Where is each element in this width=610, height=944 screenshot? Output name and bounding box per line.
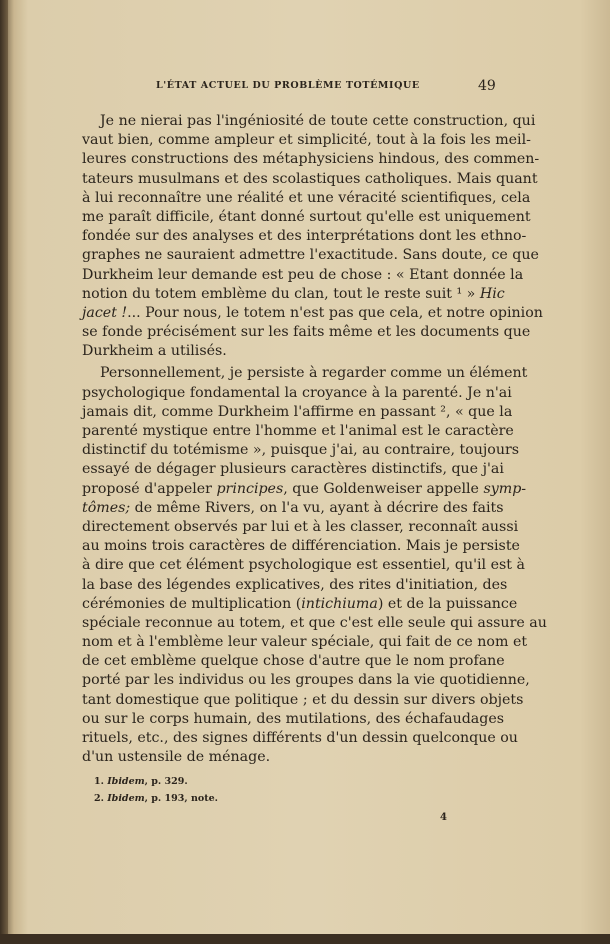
- text-line: [82, 304, 543, 323]
- text-segment: psychologique fondamental la croyance à la parenté. Je n'ai: [82, 384, 512, 401]
- text-line: [82, 323, 531, 342]
- text-line: [82, 576, 508, 595]
- text-line: [82, 441, 520, 460]
- text-segment: tant domestique que politique ; et du dessin sur divers objets: [82, 691, 524, 708]
- text-segment: , que Goldenweiser appelle: [283, 480, 484, 497]
- text-line: [82, 266, 524, 285]
- page-number: 49: [478, 78, 496, 94]
- text-segment: la base des légendes explicatives, des rites d'initiation, des: [82, 576, 508, 593]
- italic-text: symp-: [483, 480, 527, 497]
- footnote-number: 1.: [94, 776, 108, 787]
- text-line: [82, 729, 518, 748]
- paragraph: [82, 364, 547, 767]
- signature-mark: 4: [440, 812, 447, 823]
- text-line: [82, 189, 531, 208]
- paragraph: [82, 112, 543, 361]
- text-line: [82, 246, 539, 265]
- text-line: [82, 150, 540, 169]
- italic-text: Hic: [479, 285, 505, 302]
- text-line: [82, 652, 505, 671]
- text-segment: Je ne nierai pas l'ingéniosité de toute cette construction, qui: [100, 113, 536, 129]
- text-segment: notion du totem emblème du clan, tout le reste suit ¹ »: [82, 285, 480, 302]
- text-line: [82, 710, 505, 729]
- text-line: [82, 403, 513, 422]
- text-line: [82, 480, 527, 499]
- text-line: [82, 227, 527, 246]
- text-line: [82, 285, 505, 304]
- italic-text: tômes;: [82, 499, 131, 516]
- text-line: [82, 671, 530, 690]
- text-segment: spéciale reconnue au totem, et que c'est elle seule qui assure au: [82, 614, 547, 631]
- text-line: [82, 131, 531, 150]
- text-segment: directement observés par lui et à les classer, reconnaît aussi: [82, 518, 519, 535]
- text-segment: porté par les individus ou les groupes dans la vie quotidienne,: [82, 672, 530, 689]
- text-segment: d'un ustensile de ménage.: [82, 749, 271, 766]
- footnote-text: , p. 193, note.: [144, 793, 218, 804]
- text-segment: distinctif du totémisme », puisque j'ai, au contraire, toujours: [82, 442, 520, 459]
- text-line: [82, 614, 547, 633]
- text-segment: vaut bien, comme ampleur et simplicité, tout à la fois les meil-: [82, 132, 531, 149]
- text-segment: ou sur le corps humain, des mutilations, des échafaudages: [82, 710, 505, 727]
- text-line: [82, 518, 519, 537]
- running-title: L'ÉTAT ACTUEL DU PROBLÈME TOTÉMIQUE: [156, 80, 420, 91]
- text-segment: ) et de la puissance: [377, 595, 518, 612]
- text-segment: fondée sur des analyses et des interprétations dont les ethno-: [82, 228, 527, 245]
- italic-text: jacet !: [82, 304, 128, 321]
- text-line: [82, 364, 528, 383]
- text-segment: de même Rivers, on l'a vu, ayant à décrire des faits: [130, 499, 504, 516]
- text-line: [82, 556, 525, 575]
- text-segment: essayé de dégager plusieurs caractères distinctifs, que j'ai: [82, 461, 504, 478]
- footnote-2: [94, 793, 218, 804]
- text-line: [82, 342, 484, 361]
- text-segment: à lui reconnaître une réalité et une véracité scientifiques, cela: [82, 189, 531, 206]
- footnote-number: 2.: [94, 793, 108, 804]
- text-segment: jamais dit, comme Durkheim l'affirme en passant ², « que la: [82, 403, 513, 420]
- book-page: [8, 0, 610, 936]
- text-segment: à dire que cet élément psychologique est essentiel, qu'il est à: [82, 557, 525, 574]
- text-segment: leures constructions des métaphysiciens hindous, des commen-: [82, 151, 540, 168]
- text-segment: de cet emblème quelque chose d'autre que le nom profane: [82, 653, 505, 670]
- footnote-1: [94, 776, 188, 787]
- text-line: [82, 384, 512, 403]
- text-segment: proposé d'appeler: [82, 480, 217, 497]
- text-line: [82, 460, 504, 479]
- text-line: [82, 748, 484, 767]
- text-line: [82, 170, 538, 189]
- footnote-ref: Ibidem: [107, 793, 145, 804]
- text-segment: ... Pour nous, le totem n'est pas que cela, et notre opinion: [127, 304, 543, 321]
- text-segment: Durkheim leur demande est peu de chose : « Etant donnée la: [82, 266, 524, 283]
- text-line: [82, 691, 524, 710]
- text-segment: me paraît difficile, étant donné surtout qu'elle est uniquement: [82, 208, 531, 225]
- text-line: [82, 499, 504, 518]
- text-line: [82, 112, 536, 131]
- text-segment: Personnellement, je persiste à regarder comme un élément: [100, 365, 528, 382]
- text-segment: nom et à l'emblème leur valeur spéciale, qui fait de ce nom et: [82, 634, 528, 651]
- text-segment: rituels, etc., des signes différents d'un dessin quelconque ou: [82, 730, 518, 746]
- text-line: [82, 422, 514, 441]
- text-line: [82, 633, 528, 652]
- text-segment: cérémonies de multiplication (: [82, 595, 302, 612]
- text-segment: se fonde précisément sur les faits même et les documents que: [82, 324, 531, 341]
- text-line: [82, 537, 520, 556]
- page-body: [82, 112, 547, 767]
- page-bottom-edge: [0, 934, 610, 944]
- footnote-ref: Ibidem: [107, 776, 145, 787]
- text-segment: tateurs musulmans et des scolastiques catholiques. Mais quant: [82, 170, 538, 187]
- text-segment: graphes ne sauraient admettre l'exactitude. Sans doute, ce que: [82, 247, 539, 264]
- text-line: [82, 208, 531, 227]
- italic-text: principes: [216, 480, 284, 497]
- footnote-text: , p. 329.: [144, 776, 188, 787]
- italic-text: intichiuma: [301, 595, 378, 612]
- text-line: [82, 595, 518, 614]
- text-segment: Durkheim a utilisés.: [82, 343, 227, 360]
- text-segment: parenté mystique entre l'homme et l'animal est le caractère: [82, 423, 514, 439]
- text-segment: au moins trois caractères de différenciation. Mais je persiste: [82, 538, 520, 555]
